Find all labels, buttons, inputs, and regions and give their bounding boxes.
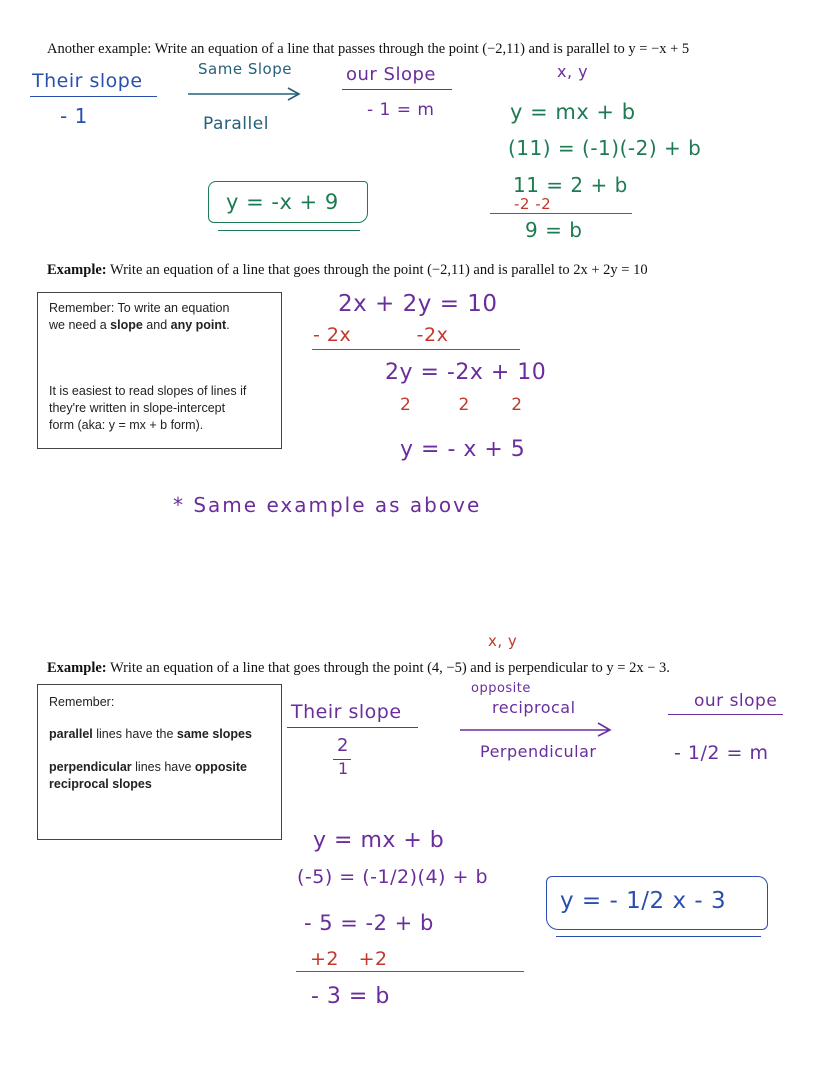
- their-slope-label-3: Their slope: [291, 701, 402, 723]
- arrow-right-icon: [186, 84, 306, 102]
- work-1-line-2: (11) = (-1)(-2) + b: [508, 136, 702, 160]
- work-1-line-3: 11 = 2 + b: [513, 173, 628, 197]
- opposite-label: opposite: [471, 681, 531, 696]
- underline: [668, 714, 783, 715]
- their-slope-den: 1: [338, 759, 349, 778]
- our-slope-value-3: - 1/2 = m: [674, 742, 769, 764]
- reminder-2-title: Remember:: [49, 695, 115, 709]
- underline: [342, 89, 452, 90]
- reminder-1-text-1: Remember: To write an equation: [49, 301, 230, 315]
- reminder-1-text-2: we need a slope and any point.: [49, 318, 230, 332]
- underline: [312, 349, 520, 350]
- work-2-line-1: 2x + 2y = 10: [338, 291, 498, 317]
- question-3: Example: Write an equation of a line that goes through the point (4, −5) and is perpendicular to y = 2x − 3.: [47, 660, 670, 676]
- underline: [556, 936, 761, 937]
- question-2: Example: Write an equation of a line that goes through the point (−2,11) and is parallel to 2x + 2y = 10: [47, 262, 648, 278]
- underline: [287, 727, 418, 728]
- our-slope-label-1: our Slope: [346, 64, 436, 85]
- underline: [218, 230, 360, 231]
- work-3-line-5: - 3 = b: [311, 984, 390, 1009]
- xy-label-1: x, y: [557, 62, 589, 81]
- reminder-1-text-4: they're written in slope-intercept: [49, 401, 226, 415]
- work-2-line-3: 2y = -2x + 10: [385, 360, 547, 385]
- work-1-line-1: y = mx + b: [510, 100, 636, 124]
- perpendicular-label: Perpendicular: [480, 742, 597, 761]
- reminder-1-text-5: form (aka: y = mx + b form).: [49, 418, 204, 432]
- underline: [490, 213, 632, 214]
- their-slope-num: 2: [337, 735, 349, 756]
- their-slope-label-1: Their slope: [32, 70, 143, 92]
- work-3-line-3: - 5 = -2 + b: [304, 911, 434, 935]
- work-3-line-2: (-5) = (-1/2)(4) + b: [297, 866, 489, 888]
- work-2-line-4: 2 2 2: [400, 395, 523, 415]
- our-slope-label-3: our slope: [694, 691, 778, 711]
- underline: [296, 971, 524, 972]
- answer-1: y = -x + 9: [226, 190, 339, 214]
- work-1-line-5: 9 = b: [525, 218, 583, 242]
- xy-label-3: x, y: [488, 632, 518, 650]
- work-2-line-2: - 2x -2x: [313, 324, 449, 346]
- answer-3: y = - 1/2 x - 3: [560, 888, 727, 914]
- arrow-right-icon: [458, 718, 618, 738]
- underline: [30, 96, 157, 97]
- same-slope-label: Same Slope: [198, 60, 292, 78]
- reciprocal-label: reciprocal: [492, 698, 576, 717]
- work-3-line-4: +2 +2: [310, 948, 388, 970]
- work-1-line-4: -2 -2: [514, 195, 552, 213]
- question-1: Another example: Write an equation of a line that passes through the point (−2,11) and is parallel to y = −x + 5: [47, 41, 690, 57]
- their-slope-value-1: - 1: [60, 104, 88, 128]
- reminder-2-parallel: parallel lines have the same slopes: [49, 727, 252, 741]
- reminder-2-reciprocal: reciprocal slopes: [49, 777, 152, 791]
- work-2-line-5: y = - x + 5: [400, 437, 526, 462]
- same-example-note: * Same example as above: [173, 493, 482, 517]
- reminder-2-perpendicular: perpendicular lines have opposite: [49, 760, 247, 774]
- our-slope-value-1: - 1 = m: [367, 100, 435, 120]
- parallel-label: Parallel: [203, 114, 269, 134]
- work-3-line-1: y = mx + b: [313, 828, 445, 853]
- reminder-1-text-3: It is easiest to read slopes of lines if: [49, 384, 247, 398]
